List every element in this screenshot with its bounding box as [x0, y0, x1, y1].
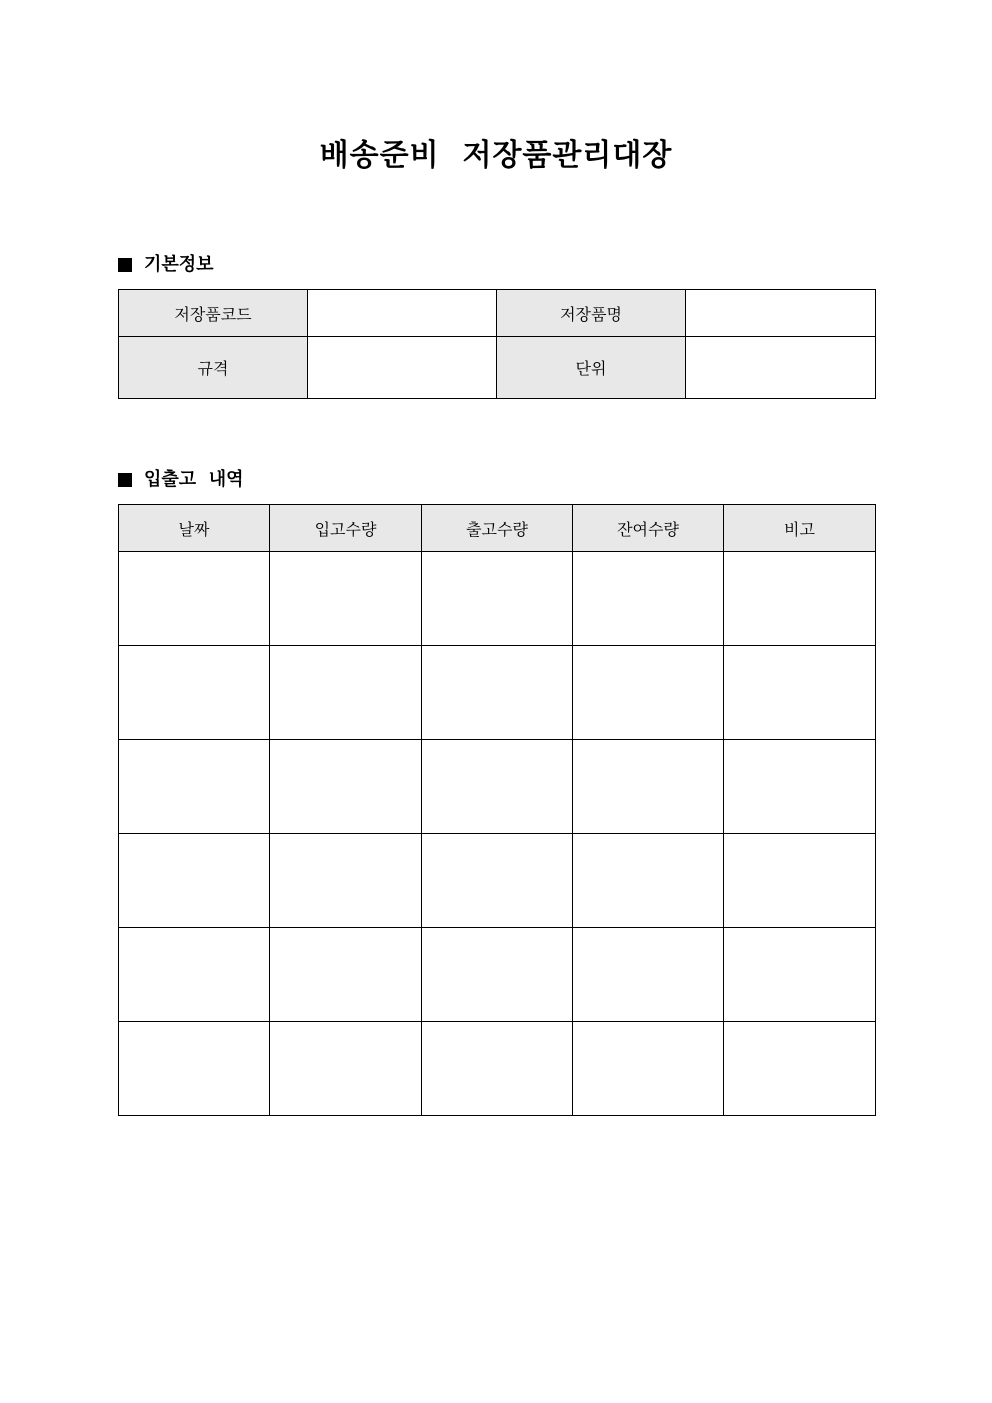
in-qty-cell[interactable] — [270, 740, 422, 834]
out-qty-cell[interactable] — [422, 1022, 573, 1116]
in-qty-cell[interactable] — [270, 834, 422, 928]
remarks-cell[interactable] — [724, 834, 876, 928]
column-header-remarks: 비고 — [724, 505, 876, 552]
item-name-label: 저장품명 — [497, 290, 686, 337]
remarks-cell[interactable] — [724, 646, 876, 740]
out-qty-cell[interactable] — [422, 928, 573, 1022]
remarks-cell[interactable] — [724, 928, 876, 1022]
item-code-label: 저장품코드 — [119, 290, 308, 337]
date-cell[interactable] — [119, 928, 270, 1022]
remarks-cell[interactable] — [724, 740, 876, 834]
column-header-remaining-qty: 잔여수량 — [573, 505, 724, 552]
item-code-field[interactable] — [308, 290, 497, 337]
square-bullet-icon — [118, 258, 132, 272]
date-cell[interactable] — [119, 646, 270, 740]
column-header-in-qty: 입고수량 — [270, 505, 422, 552]
out-qty-cell[interactable] — [422, 646, 573, 740]
remarks-cell[interactable] — [724, 552, 876, 646]
remaining-qty-cell[interactable] — [573, 1022, 724, 1116]
table-row — [119, 552, 876, 646]
table-row — [119, 1022, 876, 1116]
unit-field[interactable] — [686, 337, 876, 399]
out-qty-cell[interactable] — [422, 552, 573, 646]
document-title: 배송준비 저장품관리대장 — [319, 138, 673, 173]
table-row — [119, 290, 876, 337]
in-qty-cell[interactable] — [270, 646, 422, 740]
out-qty-cell[interactable] — [422, 740, 573, 834]
item-name-field[interactable] — [686, 290, 876, 337]
unit-label: 단위 — [497, 337, 686, 399]
remaining-qty-cell[interactable] — [573, 834, 724, 928]
table-row — [119, 740, 876, 834]
history-heading-text: 입출고 내역 — [144, 469, 244, 490]
column-header-date: 날짜 — [119, 505, 270, 552]
table-row — [119, 928, 876, 1022]
history-table — [118, 504, 876, 1116]
in-qty-cell[interactable] — [270, 552, 422, 646]
remaining-qty-cell[interactable] — [573, 740, 724, 834]
basic-info-heading-text: 기본정보 — [144, 254, 214, 275]
table-row — [119, 337, 876, 399]
basic-info-table — [118, 289, 876, 399]
remarks-cell[interactable] — [724, 1022, 876, 1116]
square-bullet-icon — [118, 473, 132, 487]
history-heading — [118, 468, 243, 492]
remaining-qty-cell[interactable] — [573, 928, 724, 1022]
spec-label: 규격 — [119, 337, 308, 399]
out-qty-cell[interactable] — [422, 834, 573, 928]
date-cell[interactable] — [119, 834, 270, 928]
basic-info-heading — [118, 253, 214, 277]
remaining-qty-cell[interactable] — [573, 646, 724, 740]
spec-field[interactable] — [308, 337, 497, 399]
in-qty-cell[interactable] — [270, 928, 422, 1022]
column-header-out-qty: 출고수량 — [422, 505, 573, 552]
history-header-row — [119, 505, 876, 552]
table-row — [119, 834, 876, 928]
date-cell[interactable] — [119, 740, 270, 834]
date-cell[interactable] — [119, 1022, 270, 1116]
remaining-qty-cell[interactable] — [573, 552, 724, 646]
table-row — [119, 646, 876, 740]
in-qty-cell[interactable] — [270, 1022, 422, 1116]
date-cell[interactable] — [119, 552, 270, 646]
